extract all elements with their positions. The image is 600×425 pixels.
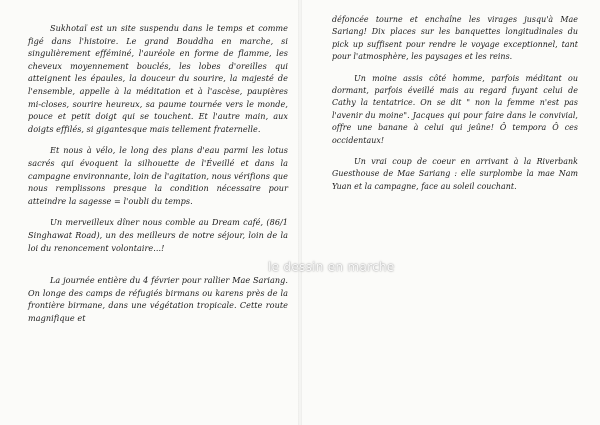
right-page [304, 0, 600, 425]
right-paragraph-2: Un moine assis côté homme, parfois méditant ou dormant, parfois éveillé mais au regard fuyant celui de Cathy la tentatrice. On se dit " non la femme n'est pas l'avenir du moine". Jacques qui pour faire dans le convivial, offre une banane à celui qui jeûne! Ô tempora Ô ces occidentaux! [332, 73, 578, 145]
left-paragraph-2: Et nous à vélo, le long des plans d'eau parmi les lotus sacrés qui évoquent la silhouette de l'Éveillé et dans la campagne environnante, loin de l'agitation, nous vérifions que nous remplissons presque la condition nécessaire pour atteindre la sagesse = l'oubli du temps. [28, 145, 288, 206]
left-page [0, 0, 296, 425]
book-gutter [298, 0, 302, 425]
left-paragraph-3: Un merveilleux dîner nous comble au Dream café, (86/1 Singhawat Road), un des meilleurs de notre séjour, loin de la loi du renoncement volontaire...! [28, 217, 288, 253]
watermark-text: le dessin en marche [268, 260, 395, 274]
left-paragraph-1: Sukhotaï est un site suspendu dans le temps et comme figé dans l'histoire. Le grand Bouddha en marche, si singulièrement efféminé, l'auréole en forme de flamme, les cheveux moyennement bouclés, les lobes d'oreilles qui atteignent les épaules, la douceur du sourire, la majesté de l'ensemble, appelle à la méditation et à l'ascèse, paupières mi-closes, sourire heureux, sa paume tournée vers le monde, pouce et petit doigt qui se touchent. Et l'autre main, aux doigts effilés, si gigantesque mais tellement fraternelle. [28, 23, 288, 134]
left-paragraph-4: La journée entière du 4 février pour rallier Mae Sariang. On longe des camps de réfugiés birmans ou karens près de la frontière birmane, dans une végétation tropicale. Cette route magnifique et [28, 275, 288, 323]
right-paragraph-1: défoncée tourne et enchaîne les virages jusqu'à Mae Sariang! Dix places sur les banquettes longitudinales du pick up suffisent pour rendre le voyage exceptionnel, tant pour l'atmosphère, les paysages et les reins. [332, 15, 578, 62]
right-paragraph-3: Un vrai coup de coeur en arrivant à la Riverbank Guesthouse de Mae Sariang : elle surplombe la mae Nam Yuan et la campagne, face au soleil couchant. [332, 157, 578, 191]
